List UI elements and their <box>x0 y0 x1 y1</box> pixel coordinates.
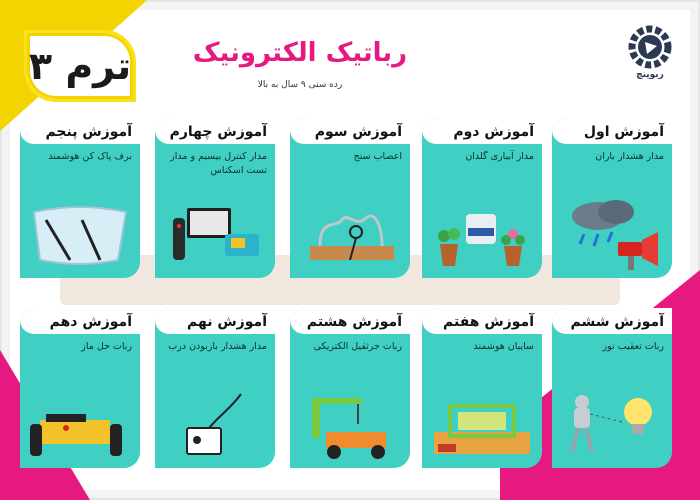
card-subtitle: ربات جرثقیل الکتریکی <box>313 341 402 352</box>
card-lesson-6[interactable] <box>552 308 672 468</box>
wire-loop-game-icon <box>296 198 404 272</box>
card-lesson-5[interactable] <box>20 118 140 278</box>
card-subtitle: سایبان هوشمند <box>473 341 534 352</box>
term-label: ترم ۳ <box>28 44 132 88</box>
potted-plants-icon <box>428 198 536 272</box>
logo-text: ربوپنچ <box>636 70 664 80</box>
card-lesson-3[interactable] <box>290 118 410 278</box>
card-title: آموزش نهم <box>155 308 275 334</box>
remote-control-tv-icon <box>161 198 269 272</box>
card-lesson-1[interactable] <box>552 118 672 278</box>
card-title: آموزش هفتم <box>422 308 542 334</box>
page-subtitle: رده سنی ۹ سال به بالا <box>257 80 343 90</box>
door-alarm-board-icon <box>161 388 269 462</box>
card-title: آموزش اول <box>552 118 672 144</box>
card-lesson-8[interactable] <box>290 308 410 468</box>
windshield-wiper-icon <box>26 198 134 272</box>
card-lesson-7[interactable] <box>422 308 542 468</box>
card-title: آموزش دهم <box>20 308 140 334</box>
card-title: آموزش دوم <box>422 118 542 144</box>
card-lesson-9[interactable] <box>155 308 275 468</box>
maze-robot-icon <box>26 388 134 462</box>
card-title: آموزش سوم <box>290 118 410 144</box>
rain-cloud-siren-icon <box>558 198 666 272</box>
card-subtitle: ربات حل ماز <box>81 341 132 352</box>
card-title: آموزش هشتم <box>290 308 410 334</box>
card-title: آموزش ششم <box>552 308 672 334</box>
card-lesson-10[interactable] <box>20 308 140 468</box>
card-subtitle: برف پاک کن هوشمند <box>48 151 132 162</box>
card-subtitle: اعصاب سنج <box>353 151 402 162</box>
card-subtitle: مدار هشدار باران <box>595 151 664 162</box>
smart-canopy-icon <box>428 388 536 462</box>
page-title: رباتیک الکترونیک <box>192 38 408 68</box>
crane-robot-icon <box>296 388 404 462</box>
card-title: آموزش پنجم <box>20 118 140 144</box>
card-lesson-2[interactable] <box>422 118 542 278</box>
card-subtitle: ربات تعقیب نور <box>602 341 664 352</box>
card-title: آموزش چهارم <box>155 118 275 144</box>
term-badge <box>24 30 136 102</box>
card-lesson-4[interactable] <box>155 118 275 278</box>
card-subtitle: مدار کنترل بیسیم و مدار تست اسکناس <box>170 151 267 176</box>
robot-lightbulb-icon <box>558 388 666 462</box>
card-subtitle: مدار آبیاری گلدان <box>465 151 534 162</box>
card-subtitle: مدار هشدار بازبودن درب <box>168 341 267 352</box>
